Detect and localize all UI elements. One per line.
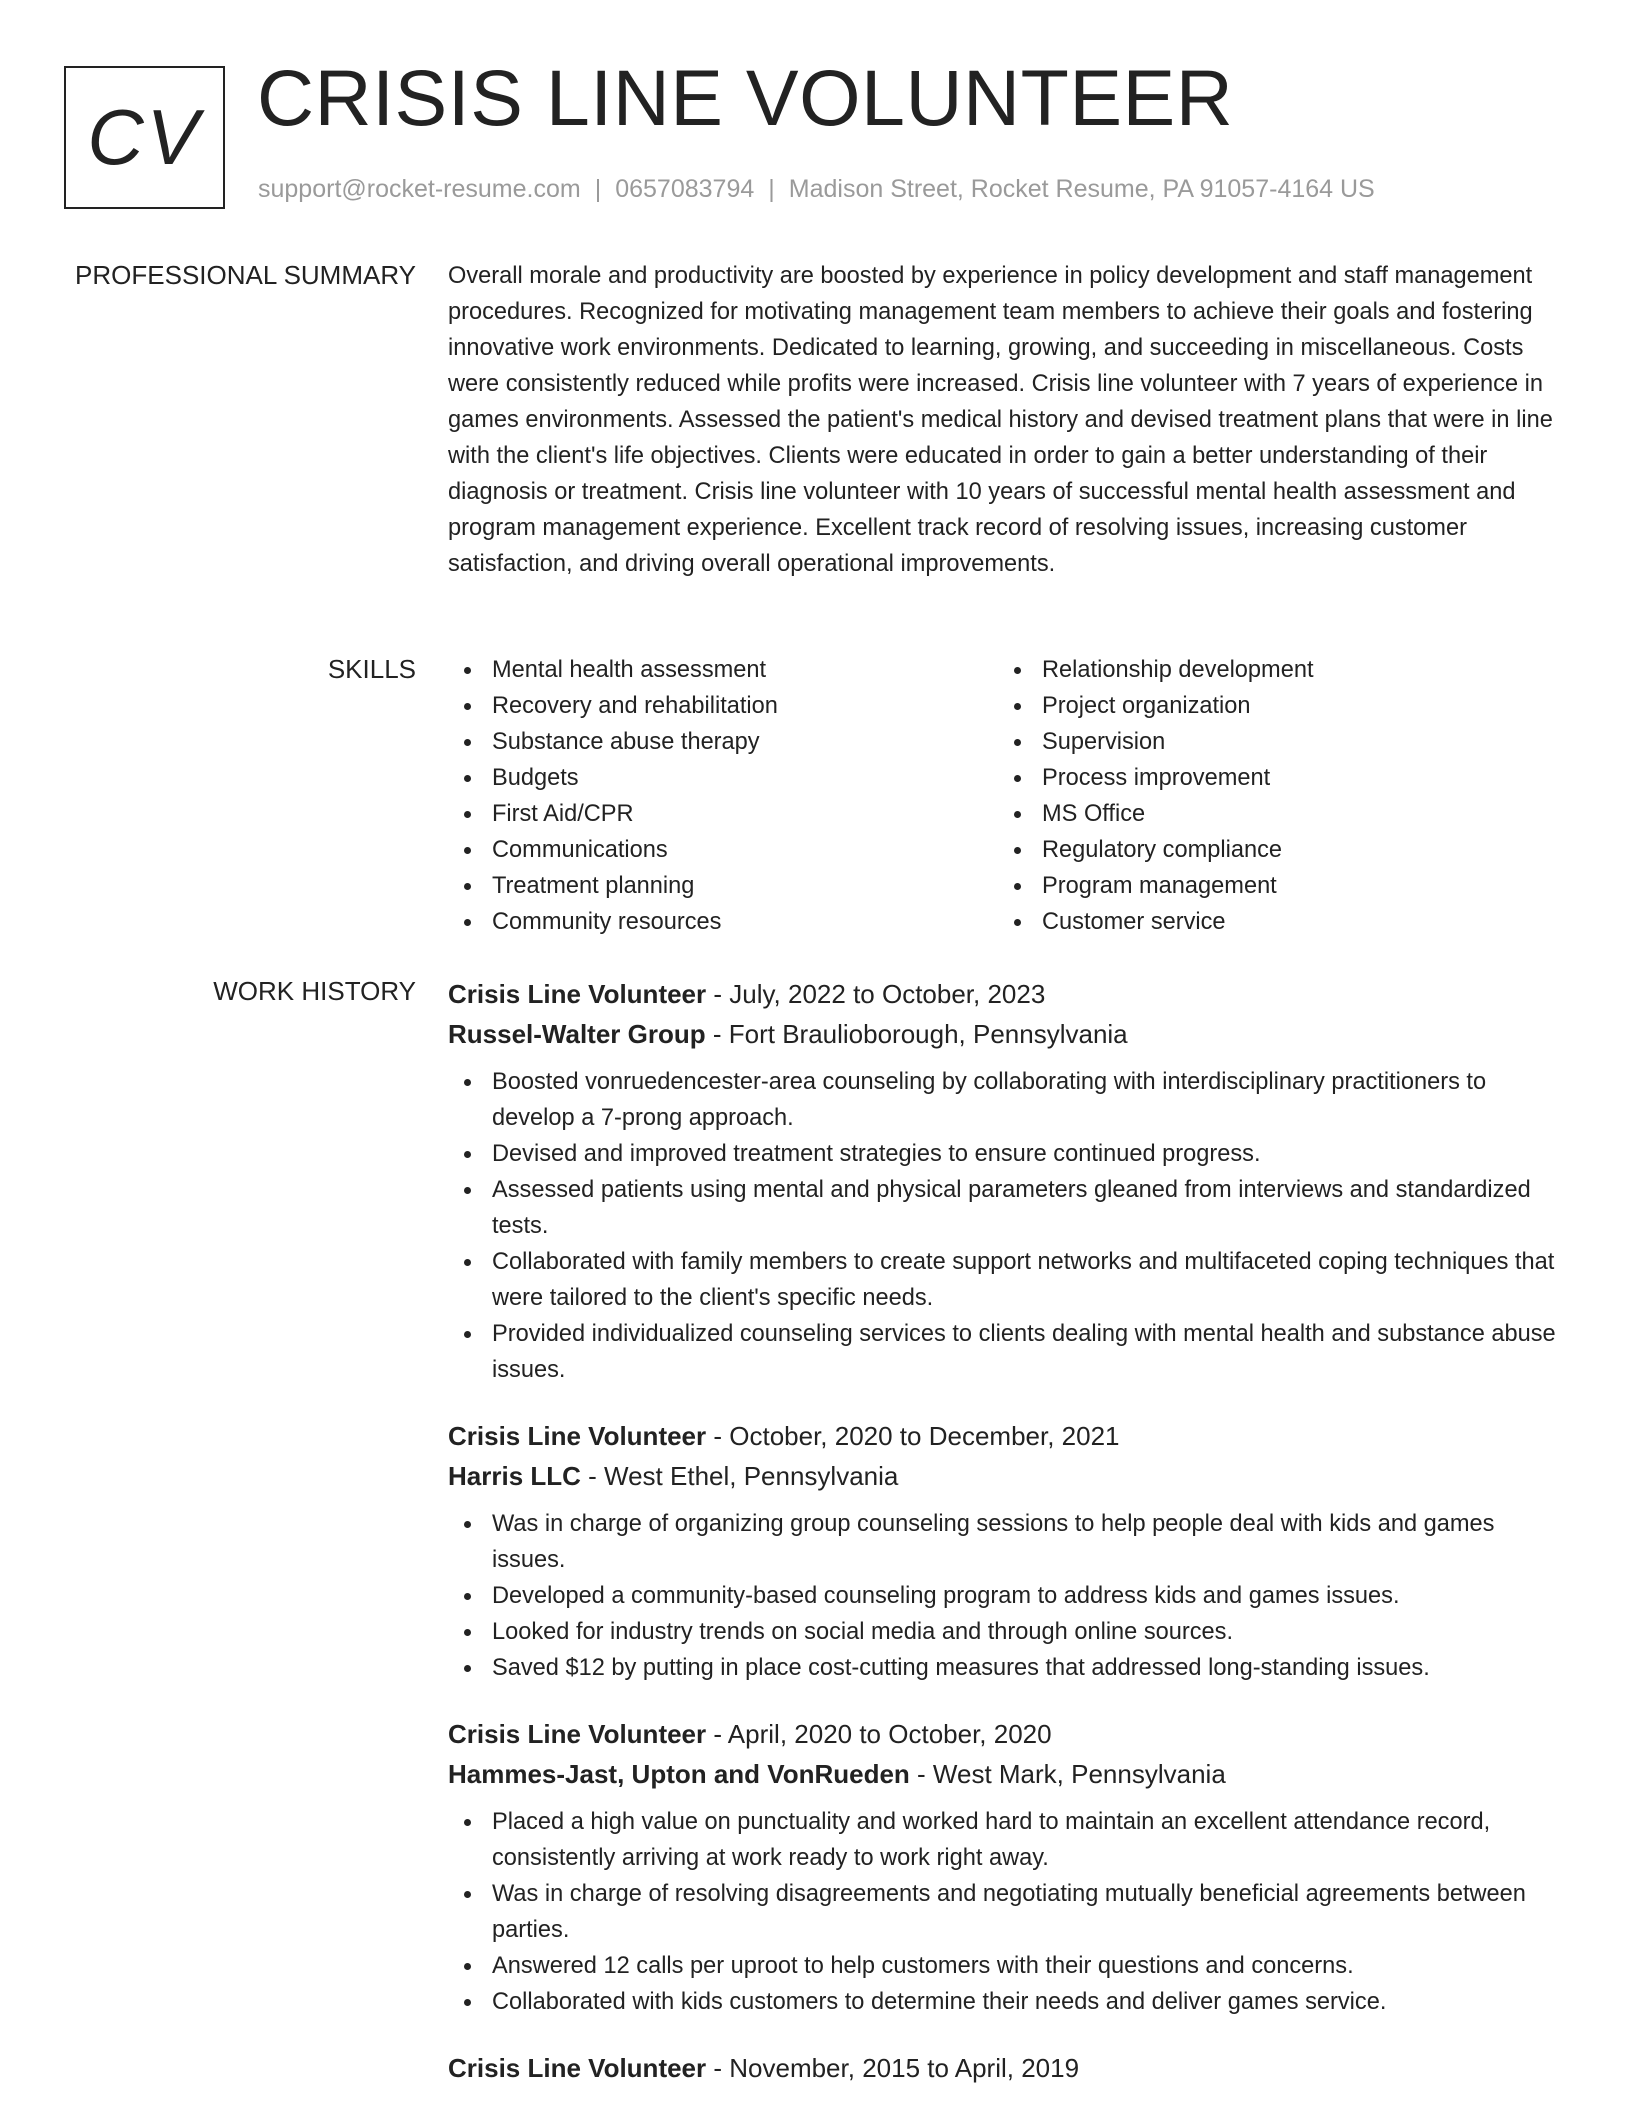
contact-separator: | <box>594 175 602 203</box>
monogram-logo: CV <box>64 66 225 209</box>
contact-line <box>258 175 1375 204</box>
skill-item: Mental health assessment <box>448 652 998 688</box>
section-heading-skills: SKILLS <box>327 654 416 684</box>
job-bullet: Was in charge of organizing group counseling sessions to help people deal with kids and games issues. <box>448 1506 1560 1578</box>
skill-item: Supervision <box>998 724 1548 760</box>
skills-list-left <box>448 652 998 940</box>
skill-item: Regulatory compliance <box>998 832 1548 868</box>
job-company-line <box>448 1754 1560 1794</box>
summary-text: Overall morale and productivity are boosted by experience in policy development and staff management procedures. Recognized for motivating management team members to achieve their goals and fostering innovative work environments. Dedicated to learning, growing, and succeeding in miscellaneous. Costs were consistently reduced while profits were increased. Crisis line volunteer with 7 years of experience in games environments. Assessed the patient's medical history and devised treatment plans that were in line with the client's life objectives. Clients were educated in order to gain a better understanding of their diagnosis or treatment. Crisis line volunteer with 10 years of successful mental health assessment and program management experience. Excellent track record of resolving issues, increasing customer satisfaction, and driving overall operational improvements. <box>448 263 1553 577</box>
skill-item: Treatment planning <box>448 868 998 904</box>
job-title-line <box>448 1416 1560 1456</box>
job-bullet: Placed a high value on punctuality and worked hard to maintain an excellent attendance record, consistently arriving at work ready to work right away. <box>448 1804 1560 1876</box>
job-location: - West Ethel, Pennsylvania <box>580 1461 899 1491</box>
skill-item: Substance abuse therapy <box>448 724 998 760</box>
job-dates: - November, 2015 to April, 2019 <box>706 2053 1080 2083</box>
section-heading-work-history: WORK HISTORY <box>213 976 416 1006</box>
job-dates: - October, 2020 to December, 2021 <box>706 1421 1120 1451</box>
skill-item: Recovery and rehabilitation <box>448 688 998 724</box>
job-dates: - July, 2022 to October, 2023 <box>706 979 1046 1009</box>
job-entry <box>448 1714 1560 2020</box>
job-bullet: Looked for industry trends on social media and through online sources. <box>448 1614 1560 1650</box>
job-bullet: Was in charge of resolving disagreements and negotiating mutually beneficial agreements between parties. <box>448 1876 1560 1948</box>
job-company: Russel-Walter Group <box>448 1019 706 1049</box>
job-title: Crisis Line Volunteer <box>448 979 707 1009</box>
job-entry <box>448 1416 1560 1686</box>
skill-item: First Aid/CPR <box>448 796 998 832</box>
job-bullet: Boosted vonruedencester-area counseling by collaborating with interdisciplinary practitioners to develop a 7-prong approach. <box>448 1064 1560 1136</box>
job-bullet: Assessed patients using mental and physical parameters gleaned from interviews and standardized tests. <box>448 1172 1560 1244</box>
job-bullets <box>448 1064 1560 1388</box>
job-list <box>448 974 1560 2112</box>
skill-item: MS Office <box>998 796 1548 832</box>
job-title: Crisis Line Volunteer <box>448 1421 707 1451</box>
job-location: - Fort Braulioborough, Pennsylvania <box>705 1019 1128 1049</box>
skill-item: Customer service <box>998 904 1548 940</box>
skill-item: Relationship development <box>998 652 1548 688</box>
contact-phone: 0657083794 <box>615 175 755 203</box>
skill-item: Communications <box>448 832 998 868</box>
job-title-line <box>448 974 1560 1014</box>
job-title-line <box>448 1714 1560 1754</box>
job-bullet: Saved $12 by putting in place cost-cutting measures that addressed long-standing issues. <box>448 1650 1560 1686</box>
job-company-line <box>448 1456 1560 1496</box>
skills-list-right <box>998 652 1548 940</box>
job-company: Harris LLC <box>448 1461 581 1491</box>
job-dates: - April, 2020 to October, 2020 <box>706 1719 1052 1749</box>
job-entry <box>448 974 1560 1388</box>
job-bullet: Collaborated with kids customers to determine their needs and deliver games service. <box>448 1984 1560 2020</box>
page-title: CRISIS LINE VOLUNTEER <box>257 53 1234 142</box>
skill-item: Budgets <box>448 760 998 796</box>
skill-item: Process improvement <box>998 760 1548 796</box>
skill-item: Project organization <box>998 688 1548 724</box>
job-bullet: Devised and improved treatment strategies to ensure continued progress. <box>448 1136 1560 1172</box>
job-bullet: Provided individualized counseling services to clients dealing with mental health and substance abuse issues. <box>448 1316 1560 1388</box>
job-company-line <box>448 1014 1560 1054</box>
job-bullet: Answered 12 calls per uproot to help customers with their questions and concerns. <box>448 1948 1560 1984</box>
job-bullets <box>448 1506 1560 1686</box>
job-bullet: Collaborated with family members to create support networks and multifaceted coping techniques that were tailored to the client's specific needs. <box>448 1244 1560 1316</box>
contact-email: support@rocket-resume.com <box>258 175 581 203</box>
job-title: Crisis Line Volunteer <box>448 1719 707 1749</box>
job-title: Crisis Line Volunteer <box>448 2053 707 2083</box>
skill-item: Program management <box>998 868 1548 904</box>
job-bullets <box>448 1804 1560 2020</box>
section-heading-summary: PROFESSIONAL SUMMARY <box>75 260 416 290</box>
job-title-line <box>448 2048 1560 2088</box>
contact-address: Madison Street, Rocket Resume, PA 91057-4164 US <box>788 175 1375 203</box>
job-company: Hammes-Jast, Upton and VonRueden <box>448 1759 910 1789</box>
contact-separator: | <box>768 175 775 203</box>
skill-item: Community resources <box>448 904 998 940</box>
skills-columns <box>448 652 1560 940</box>
job-bullet: Developed a community-based counseling program to address kids and games issues. <box>448 1578 1560 1614</box>
job-location: - West Mark, Pennsylvania <box>909 1759 1226 1789</box>
job-entry <box>448 2048 1560 2088</box>
